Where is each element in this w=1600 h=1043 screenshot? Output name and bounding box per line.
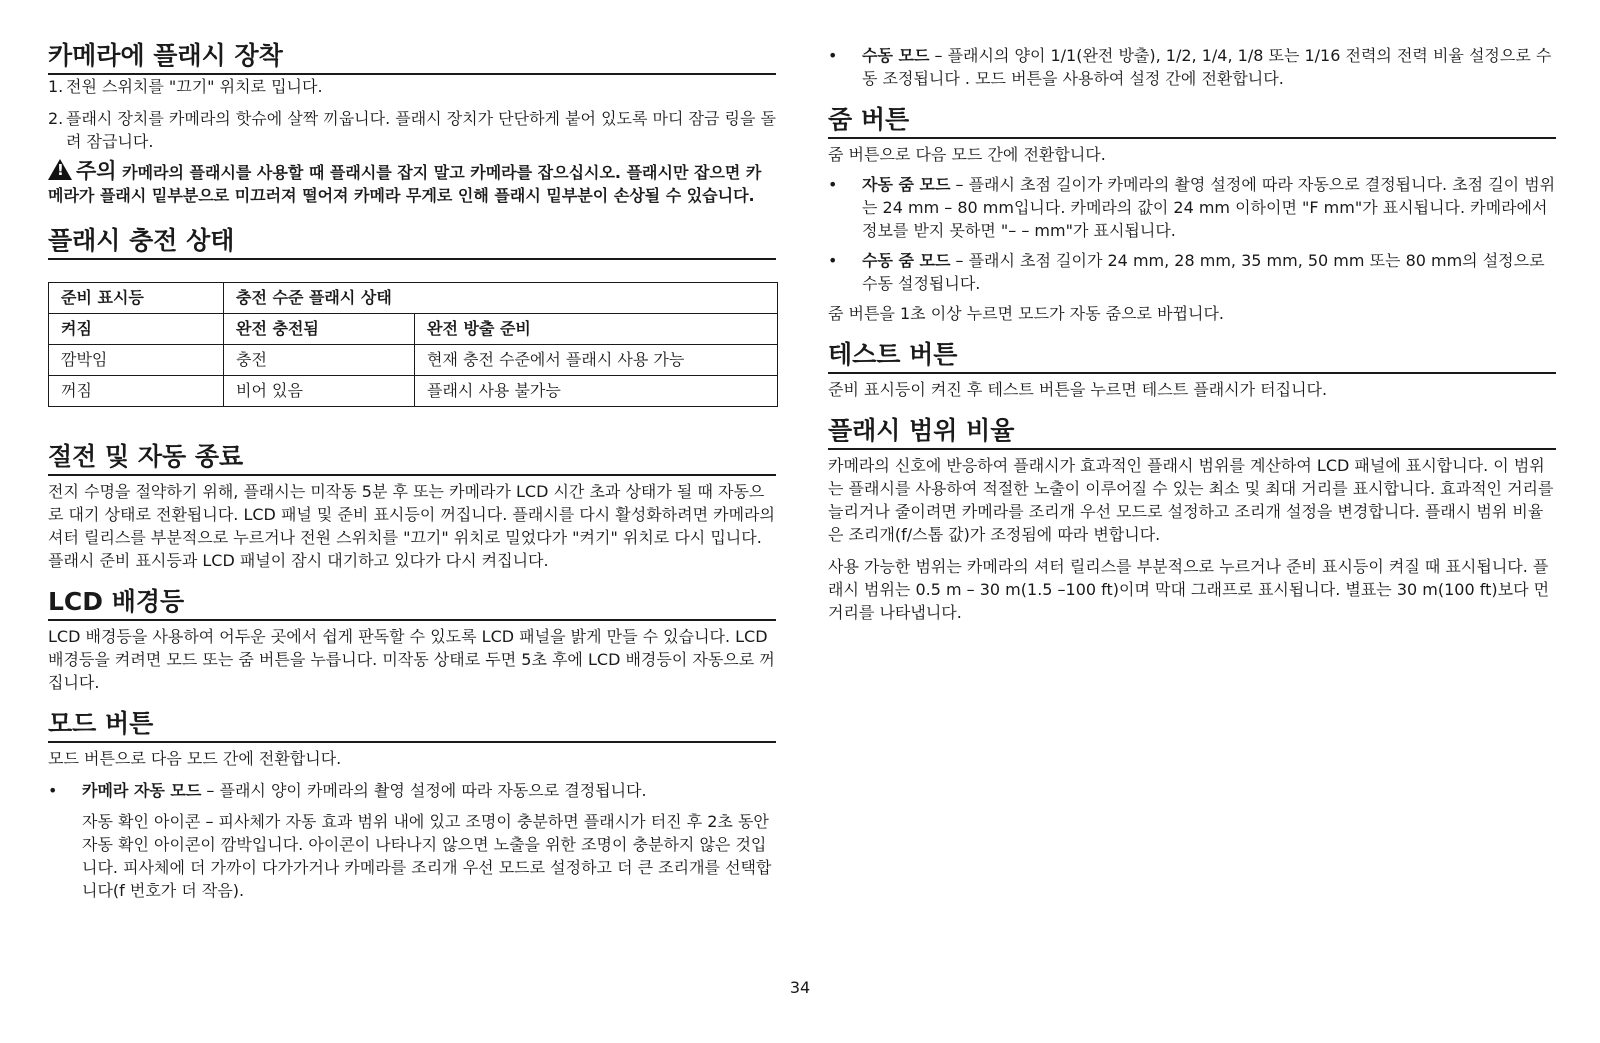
mode-description: – 플래시의 양이 1/1(완전 방출), 1/2, 1/4, 1/8 또는 1/16 전력의 전력 비율 설정으로 수동 조정됩니다 . 모드 버튼을 사용하여 설정 간에 전환합니다. bbox=[862, 46, 1552, 88]
list-item bbox=[828, 173, 1556, 242]
table-row bbox=[49, 314, 778, 345]
bullet: • bbox=[828, 251, 838, 270]
list-item bbox=[828, 44, 1556, 90]
section-title-mode-button: 모드 버튼 bbox=[48, 708, 776, 743]
table-row bbox=[49, 283, 778, 314]
table-cell: 켜짐 bbox=[49, 314, 224, 345]
zoom-button-intro: 줌 버튼으로 다음 모드 간에 전환합니다. bbox=[828, 145, 1106, 164]
list-item bbox=[828, 249, 1556, 295]
table-cell: 완전 충전됨 bbox=[224, 314, 415, 345]
step-number: 1. bbox=[48, 77, 64, 96]
mode-name: 수동 줌 모드 bbox=[862, 251, 951, 270]
flash-range-body-2: 사용 가능한 범위는 카메라의 셔터 릴리스를 부분적으로 누르거나 준비 표시등이 켜질 때 표시됩니다. 플래시 범위는 0.5 m – 30 m(1.5 –100 ft)이며 막대 그래프로 표시됩니다. 별표는 30 m(100 ft)보다 먼 거리를 나타냅니다. bbox=[828, 557, 1550, 622]
bullet: • bbox=[828, 46, 838, 65]
lcd-backlight-body: LCD 배경등을 사용하여 어두운 곳에서 쉽게 판독할 수 있도록 LCD 패널을 밝게 만들 수 있습니다. LCD 배경등을 켜려면 모드 또는 줌 버튼을 누릅니다. 미작동 상태로 두면 5초 후에 LCD 배경등이 자동으로 꺼집니다. bbox=[48, 627, 775, 692]
zoom-button-outro: 줌 버튼을 1초 이상 누르면 모드가 자동 줌으로 바뀝니다. bbox=[828, 304, 1224, 323]
table-cell: 플래시 사용 불가능 bbox=[415, 376, 778, 407]
mode-description: – 플래시 초점 길이가 24 mm, 28 mm, 35 mm, 50 mm 또는 80 mm의 설정으로 수동 설정됩니다. bbox=[862, 251, 1545, 293]
table-cell: 현재 충전 수준에서 플래시 사용 가능 bbox=[415, 345, 778, 376]
table-row bbox=[49, 345, 778, 376]
section-title-mount-flash: 카메라에 플래시 장착 bbox=[48, 40, 776, 75]
section-title-zoom-button: 줌 버튼 bbox=[828, 104, 1556, 139]
mount-step-1 bbox=[48, 75, 776, 98]
step-number: 2. bbox=[48, 109, 64, 128]
mode-description: – 플래시 초점 길이가 카메라의 촬영 설정에 따라 자동으로 결정됩니다. 초점 길이 범위는 24 mm – 80 mm입니다. 카메라의 값이 24 mm 이하이면 "F mm"가 표시됩니다. 카메라에서 정보를 받지 못하면 "– – mm"가 표시됩니다. bbox=[862, 175, 1556, 240]
left-column bbox=[48, 40, 776, 918]
test-button-body: 준비 표시등이 켜진 후 테스트 버튼을 누르면 테스트 플래시가 터집니다. bbox=[828, 380, 1328, 399]
section-title-charge-status: 플래시 충전 상태 bbox=[48, 225, 776, 260]
power-save-body: 전지 수명을 절약하기 위해, 플래시는 미작동 5분 후 또는 카메라가 LCD 시간 초과 상태가 될 때 자동으로 대기 상태로 전환됩니다. LCD 패널 및 준비 표시등이 꺼집니다. 플래시를 다시 활성화하려면 카메라의 셔터 릴리스를 부분적으로 누르거나 전원 스위치를 "끄기" 위치로 밀었다가 "켜기" 위치로 다시 밉니다. 플래시 준비 표시등과 LCD 패널이 잠시 대기하고 있다가 다시 켜집니다. bbox=[48, 482, 775, 570]
step-text: 전원 스위치를 "끄기" 위치로 밉니다. bbox=[66, 77, 323, 96]
table-header-cell: 준비 표시등 bbox=[49, 283, 224, 314]
mount-steps-list bbox=[48, 75, 776, 153]
flash-range-body-1: 카메라의 신호에 반응하여 플래시가 효과적인 플래시 범위를 계산하여 LCD 패널에 표시합니다. 이 범위는 플래시를 사용하여 적절한 노출이 이루어질 수 있는 최소 및 최대 거리를 표시합니다. 효과적인 거리를 늘리거나 줄이려면 카메라를 조리개 우선 모드로 설정하고 조리개 설정을 변경합니다. 플래시 범위 비율은 조리개(f/스톱 값)가 조정됨에 따라 변합니다. bbox=[828, 456, 1554, 544]
bullet: • bbox=[828, 175, 838, 194]
table-cell: 깜박임 bbox=[49, 345, 224, 376]
caution-notice bbox=[48, 159, 776, 207]
table-row bbox=[49, 376, 778, 407]
table-cell: 완전 방출 준비 bbox=[415, 314, 778, 345]
caution-text: 카메라의 플래시를 사용할 때 플래시를 잡지 말고 카메라를 잡으십시오. 플래시만 잡으면 카메라가 플래시 밑부분으로 미끄러져 떨어져 카메라 무게로 인해 플래시 밑부분이 손상될 수 있습니다. bbox=[48, 163, 762, 205]
warning-triangle-icon bbox=[48, 159, 72, 180]
right-column bbox=[828, 40, 1556, 624]
table-cell: 비어 있음 bbox=[224, 376, 415, 407]
table-header-cell: 충전 수준 플래시 상태 bbox=[224, 283, 778, 314]
mode-name: 카메라 자동 모드 bbox=[82, 781, 202, 800]
mode-name: 수동 모드 bbox=[862, 46, 930, 65]
section-title-lcd-backlight: LCD 배경등 bbox=[48, 586, 776, 621]
mode-name: 자동 줌 모드 bbox=[862, 175, 951, 194]
section-title-power-save: 절전 및 자동 종료 bbox=[48, 441, 776, 476]
table-cell: 꺼짐 bbox=[49, 376, 224, 407]
list-item bbox=[48, 779, 776, 802]
step-text: 플래시 장치를 카메라의 핫슈에 살짝 끼웁니다. 플래시 장치가 단단하게 붙어 있도록 마디 잠금 링을 돌려 잠급니다. bbox=[66, 109, 776, 151]
section-title-test-button: 테스트 버튼 bbox=[828, 339, 1556, 374]
caution-word: 주의 bbox=[76, 159, 117, 183]
charge-status-table bbox=[48, 282, 778, 407]
bullet: • bbox=[48, 781, 58, 800]
table-cell: 충전 bbox=[224, 345, 415, 376]
mode-description: – 플래시 양이 카메라의 촬영 설정에 따라 자동으로 결정됩니다. bbox=[201, 781, 647, 800]
mode-button-intro: 모드 버튼으로 다음 모드 간에 전환합니다. bbox=[48, 749, 342, 768]
mount-step-2 bbox=[48, 107, 776, 153]
auto-check-icon-note: 자동 확인 아이콘 – 피사체가 자동 효과 범위 내에 있고 조명이 충분하면 플래시가 터진 후 2초 동안 자동 확인 아이콘이 깜박입니다. 아이콘이 나타나지 않으면 노출을 위한 조명이 충분하지 않은 것입니다. 피사체에 더 가까이 다가가거나 카메라를 조리개 우선 모드로 설정하고 더 큰 조리개를 선택합니다(f 번호가 더 작음). bbox=[82, 812, 772, 900]
section-title-flash-range: 플래시 범위 비율 bbox=[828, 415, 1556, 450]
page-number: 34 bbox=[789, 978, 811, 997]
